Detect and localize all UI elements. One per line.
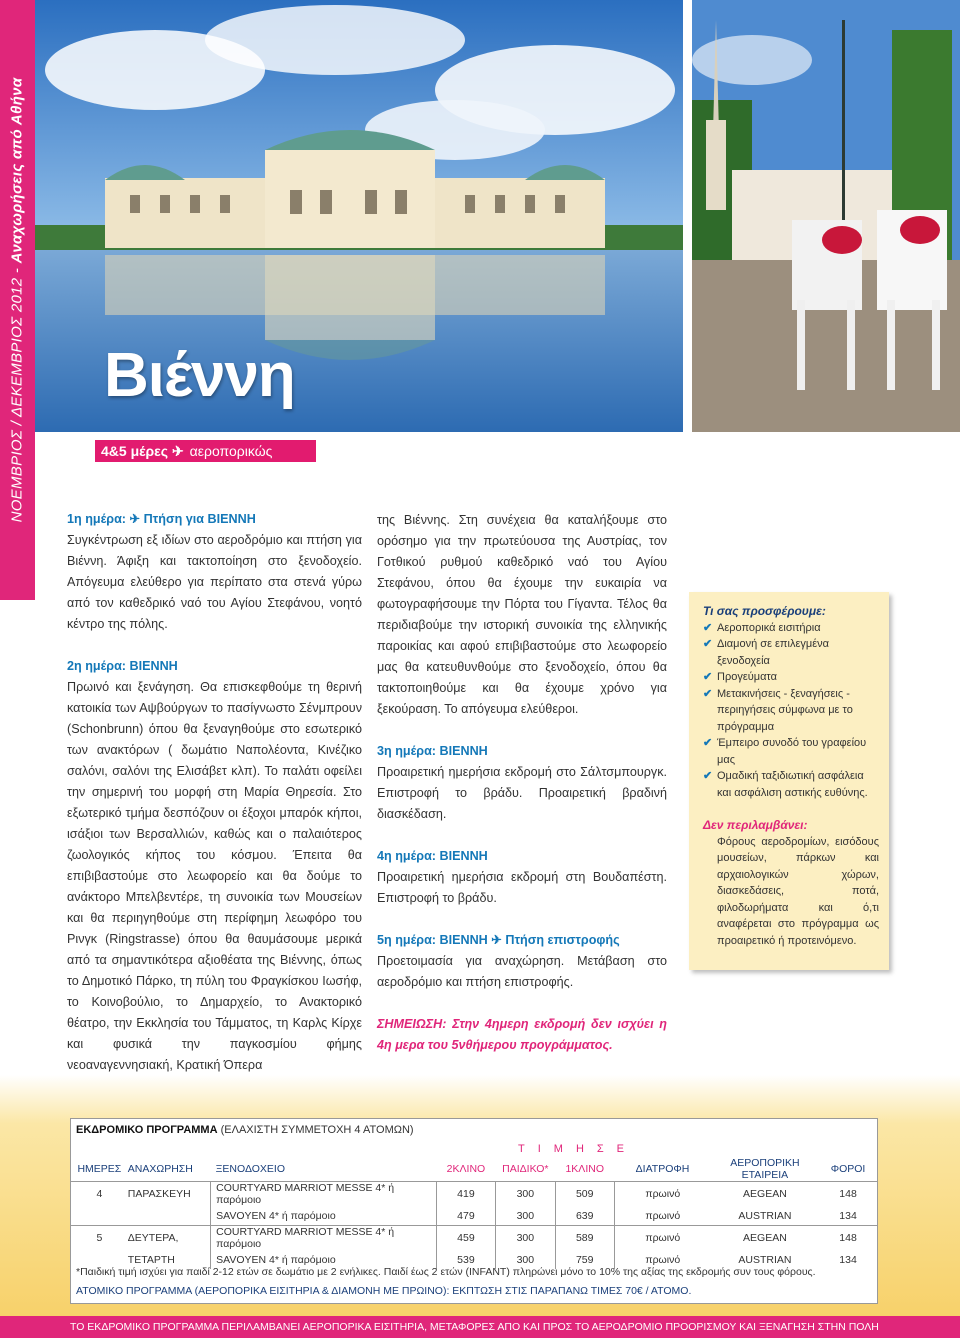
header-double: 2ΚΛΙΝΟ [446,1163,486,1175]
itinerary-left-column [67,509,362,1076]
cell-hotel: COURTYARD MARRIOT MESSE 4* ή παρόμοιο [211,1182,437,1207]
excluded-text: Φόρους αεροδρομίων, εισόδους μουσείων, πάρκων και αρχαιολογικών χώρων, διασκεδάσεις, ποτά, φιλοδωρήματα και ό,τι αναφέρεται στο πρόγραμμα ως προαιρετικό ή προτεινόμενο. [717,835,879,947]
day3-text: Προαιρετική ημερήσια εκδρομή στο Σάλτσμπουργκ. Επιστροφή το βράδυ. Προαιρετική βραδινή διασκέδαση. [377,765,667,821]
street-illustration [692,0,960,432]
day1-flight: Πτήση για ΒΙΕΝΝΗ [143,512,256,526]
cell-taxes: 134 [839,1253,857,1266]
table-row [71,1226,877,1251]
cell-double: 419 [436,1182,495,1207]
cell-days [71,1206,128,1226]
cell-taxes: 148 [819,1226,877,1251]
table-row [71,1182,877,1207]
cell-child: 300 [495,1182,555,1207]
day5-flight: Πτήση επιστροφής [505,933,620,947]
header-child: ΠΑΙΔΙΚΟ* [502,1163,549,1175]
offer-item [703,735,879,768]
price-table-card [70,1118,878,1304]
plane-icon: ✈ [129,512,141,526]
offer-title: Τι σας προσφέρουμε: [703,604,826,618]
cell-airline: AEGEAN [711,1226,819,1251]
side-banner-text [9,78,26,523]
itinerary-note: ΣΗΜΕΙΩΣΗ: Στην 4ημερη εκδρομή δεν ισχύει η 4η μερα του 5νθήμερου προγράμματος. [377,1017,667,1052]
duration-banner [95,440,316,462]
cell-double: 539 [436,1250,495,1269]
date-label: ΝΟΕΜΒΡΙΟΣ / ΔΕΚΕΜΒΡΙΟΣ 2012 - [8,263,26,523]
cell-airline: AEGEAN [711,1182,819,1207]
day1-heading: 1η ημέρα: [67,512,127,526]
offer-item-text: Προγεύματα [717,671,777,683]
cell-departure: ΤΕΤΑΡΤΗ [127,1253,175,1266]
offer-box [689,592,889,970]
cell-days: 5 [71,1226,128,1251]
table-header-row [71,1157,877,1182]
program-title-note: (ΕΛΑΧΙΣΤΗ ΣΥΜΜΕΤΟΧΗ 4 ΑΤΟΜΩΝ) [220,1124,414,1136]
day2-text: Πρωινό και ξενάγηση. Θα επισκεφθούμε τη θερινή κατοικία των Αψβούργων το πασίγνωστο Σένμπρουν (Schonbrunn) όπου θα ξεναγηθούμε στο εσωτερικό των ανακτόρων ( δωμάτιο Ναπολέοντα, Κινέζικο σαλόνι, σαλόνι της Ελισάβετ κλπ). Το παλάτι οφείλει την σημερινή του μορφή στη Μαρία Θηρεσία. Στο εξωτερικό τμήμα δεσπόζουν οι έξοχοι μπαρόκ κήποι, ισάξιοι των Βερσαλλιών, καθώς και ο παλαιότερος ζωολογικός κήπος του κόσμου. Έπειτα θα επιβιβαστούμε στο λεωφορείο και θα δούμε το ανάκτορο Μπελβεντέρε, τη συνοικία των Μουσείων και θα περιηγηθούμε στη περίφημη λεωφόρο του Ρινγκ (Ringstrasse) όπου θα θαυμάσουμε μερικά από τα σημαντικότερα αξιοθέατα της Βιέννης, όπως το Δημοτικό Πάρκο, τη πύλη του Φραγκίσκου Ιωσήφ, το Κοινοβούλιο, το Δημαρχείο, το Ανακτορικό θέατρο, την Εκκλησία του Τάμματος, τη Καρλς Κίρχε και φυσικά την παγκοσμίου φήμης νεοαναγεννησιακή, Κρατική Όπερα [67,680,362,1072]
cell-double: 459 [436,1226,495,1251]
offer-item [703,669,879,686]
destination-title: Βιέννη [104,341,295,410]
offer-item [703,636,879,669]
cell-departure [128,1206,211,1226]
header-departure: ΑΝΑΧΩΡΗΣΗ [127,1163,193,1175]
individual-program-footnote: ΑΤΟΜΙΚΟ ΠΡΟΓΡΑΜΜΑ (ΑΕΡΟΠΟΡΙΚΑ ΕΙΣΙΤΗΡΙΑ & ΔΙΑΜΟΝΗ ΜΕ ΠΡΩΙΝΟ): ΕΚΠΤΩΣΗ ΣΤΙΣ ΠΑΡΑΠΑΝΩ ΤΙΜΕΣ 70€ / ΑΤΟΜΟ. [76,1285,692,1297]
checkmark-icon: ✔ [703,687,713,700]
excluded-title: Δεν περιλαμβάνει: [703,818,808,832]
horse-carriage-photo [692,0,960,432]
offer-item [703,620,879,637]
day4-text: Προαιρετική ημερήσια εκδρομή στη Βουδαπέστη. Επιστροφή το βράδυ. [377,870,667,905]
cell-departure: ΔΕΥΤΕΡΑ, [128,1226,211,1251]
cell-board: πρωινό [614,1250,710,1269]
itinerary-middle-column [377,510,667,1056]
header-airline: ΑΕΡΟΠΟΡΙΚΗ ΕΤΑΙΡΕΙΑ [730,1157,800,1181]
footer-bar: ΤΟ ΕΚΔΡΟΜΙΚΟ ΠΡΟΓΡΑΜΜΑ ΠΕΡΙΛΑΜΒΑΝΕΙ ΑΕΡΟΠΟΡΙΚΑ ΕΙΣΙΤΗΡΙΑ, ΜΕΤΑΦΟΡΕΣ ΑΠΟ ΚΑΙ ΠΡΟΣ ΤΟ ΑΕΡΟΔΡΟΜΙΟ ΠΡΟΟΡΙΣΜΟΥ ΚΑΙ ΞΕΝΑΓΗΣΗ ΣΤΗΝ ΠΟΛΗ [0,1316,960,1338]
cell-single: 639 [555,1206,614,1226]
offer-item-text: Έμπειρο συνοδό του γραφείου μας [717,737,867,766]
checkmark-icon: ✔ [703,671,713,683]
checkmark-icon: ✔ [703,638,713,650]
cell-departure: ΠΑΡΑΣΚΕΥΗ [128,1182,211,1207]
cell-days: 4 [71,1182,128,1207]
prices-label: ΤΙΜΗΣΕ [518,1143,638,1155]
offer-item-text: Μετακινήσεις - ξεναγήσεις - περιηγήσεις σύμφωνα με το πρόγραμμα [717,687,853,733]
offer-item [703,768,879,801]
plane-icon: ✈ [491,933,502,947]
offer-item-text: Διαμονή σε επιλεγμένα ξενοδοχεία [717,638,829,667]
cell-hotel: COURTYARD MARRIOT MESSE 4* ή παρόμοιο [211,1226,437,1251]
day4-heading: 4η ημέρα: ΒΙΕΝΝΗ [377,849,488,863]
cell-taxes: 148 [819,1182,877,1207]
cell-board: πρωινό [614,1182,710,1207]
plane-icon: ✈ [171,443,184,459]
header-taxes: ΦΟΡΟΙ [830,1163,866,1175]
checkmark-icon: ✔ [703,770,713,782]
cell-taxes: 134 [839,1209,857,1222]
cell-board: πρωινό [614,1206,710,1226]
offer-item [703,686,879,736]
day5-text: Προετοιμασία για αναχώρηση. Μετάβαση στο αεροδρόμιο και πτήση επιστροφής. [377,954,667,989]
header-single: 1ΚΛΙΝΟ [565,1163,604,1175]
offer-item-text: Ομαδική ταξιδιωτική ασφάλεια και ασφάλιση αστικής ευθύνης. [717,770,868,799]
cell-child: 300 [495,1226,555,1251]
price-table [71,1157,877,1269]
section-label: Αναχωρήσεις από Αθήνα [8,77,26,264]
day2-continuation: της Βιέννης. Στη συνέχεια θα καταλήξουμε στο ορόσημο για την πρωτεύουσα της Αυστρίας, τον Γοτθικού ρυθμού καθεδρικό ναό του Αγίου Στεφάνου, όπου θα έχουμε την ευκαιρία να φωτογραφήσουμε την Πόρτα του Γίγαντα. Τέλος θα περιδιαβούμε την ιστορική συνοικία της ελληνικής παροικίας και αφού επιβιβαστούμε στο λεωφορείο μας θα κατευθυνθούμε στο ξενοδοχείο, όπου θα τακτοποιηθούμε και θα έχουμε χρόνο για ξεκούραση. Το απόγευμα ελεύθεροι. [377,513,667,716]
side-banner [0,0,35,600]
program-title [76,1124,414,1136]
table-row [71,1206,877,1226]
checkmark-icon: ✔ [703,621,713,634]
cell-hotel: SAVOYEN 4* ή παρόμοιο [211,1250,437,1269]
header-days: ΗΜΕΡΕΣ [77,1163,122,1175]
header-board: ΔΙΑΤΡΟΦΗ [635,1163,690,1175]
duration-label: 4&5 μέρες [101,443,169,459]
cell-child: 300 [495,1250,555,1269]
cell-single: 759 [555,1250,614,1269]
day1-text: Συγκέντρωση εξ ιδίων στο αεροδρόμιο και πτήση για Βιέννη. Άφιξη και τακτοποίηση στο ξενοδοχείο. Απόγευμα ελεύθερο για περίπατο στα στενά γύρω από τον καθεδρικό ναό του Αγίου Στεφάνου, νοητό κέντρο της πόλης. [67,533,362,631]
cell-board: πρωινό [614,1226,710,1251]
cell-double: 479 [436,1206,495,1226]
cell-single: 509 [555,1182,614,1207]
program-title-text: ΕΚΔΡΟΜΙΚΟ ΠΡΟΓΡΑΜΜΑ [76,1124,218,1136]
child-price-footnote: *Παιδική τιμή ισχύει για παιδί 2-12 ετών σε δωμάτιο με 2 ενήλικες. Παιδί έως 2 ετών (INFANT) πληρώνει μόνο το 10% της αξίας της εκδρομής συν τους φόρους. [76,1266,816,1278]
travel-mode-label: αεροπορικώς [189,443,273,459]
day2-heading: 2η ημέρα: ΒΙΕΝΝΗ [67,659,178,673]
cell-airline: AUSTRIAN [738,1209,792,1222]
header-hotel: ΞΕΝΟΔΟΧΕΙΟ [215,1163,286,1175]
cell-single: 589 [555,1226,614,1251]
checkmark-icon: ✔ [703,737,713,749]
offer-item-text: Αεροπορικά εισιτήρια [717,621,821,634]
cell-hotel: SAVOYEN 4* ή παρόμοιο [211,1206,437,1226]
cell-airline: AUSTRIAN [738,1253,792,1266]
day3-heading: 3η ημέρα: ΒΙΕΝΝΗ [377,744,488,758]
day5-heading: 5η ημέρα: ΒΙΕΝΝΗ [377,933,488,947]
cell-child: 300 [495,1206,555,1226]
